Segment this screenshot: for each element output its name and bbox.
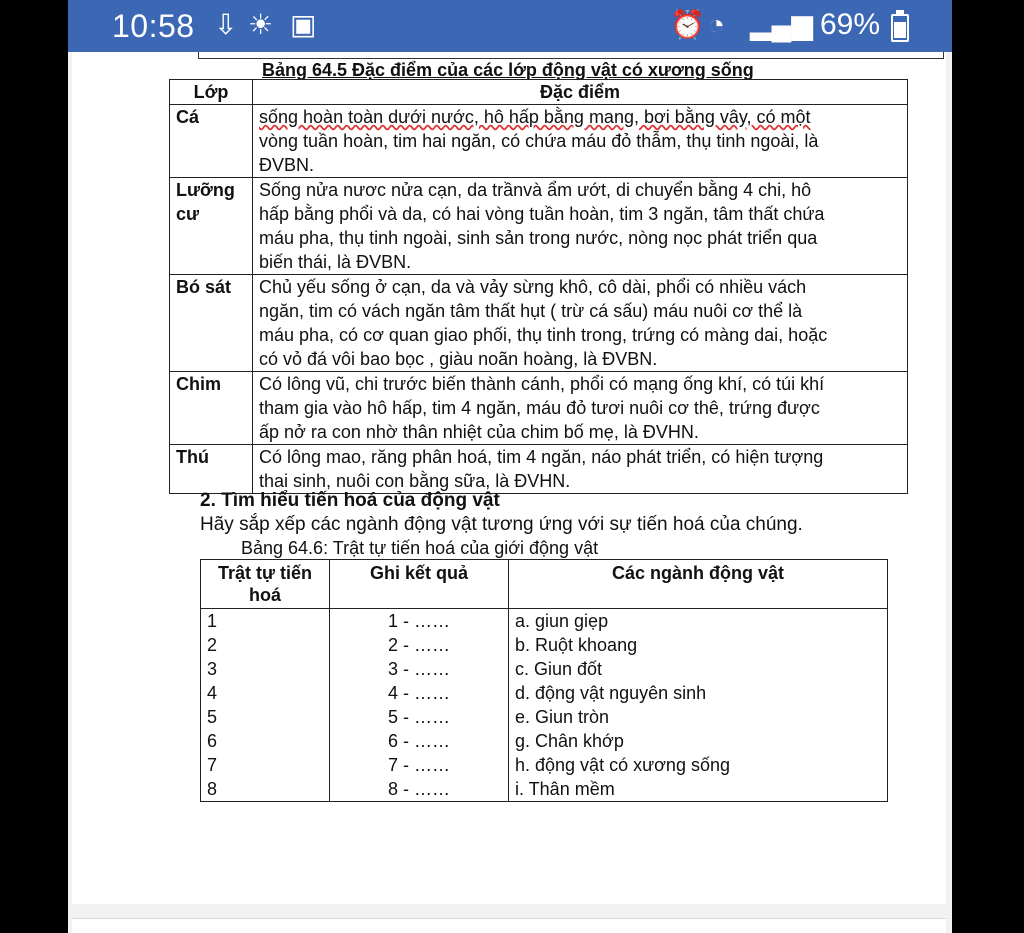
evolution-order-table [200, 559, 888, 802]
list-item: 2 [207, 635, 218, 655]
list-item: g. Chân khớp [515, 731, 624, 751]
table1-header-class: Lớp [170, 80, 253, 105]
phyla-column [509, 609, 888, 802]
list-item: h. động vật có xương sống [515, 755, 730, 775]
table2-header-result: Ghi kết quả [330, 560, 509, 609]
alarm-icon: ⏰ [670, 9, 705, 40]
list-item: 5 - …… [387, 707, 450, 727]
table-row [170, 445, 908, 494]
vertebrate-classes-table [169, 79, 908, 494]
list-item: 8 - …… [387, 779, 450, 799]
features-cell: Có lông vũ, chi trước biến thành cánh, phổi có mạng ống khí, có túi khí tham gia vào hô hấp, tim 4 ngăn, máu đỏ tươi nuôi cơ thê, trứng được ấp nở ra con nhờ thân nhiệt của chim bố mẹ, là ĐVHN. [253, 372, 908, 445]
battery-percent: 69% [820, 8, 881, 41]
features-cell: Có lông mao, răng phân hoá, tim 4 ngăn, náo phát triển, có hiện tượng thai sinh, nuôi con bằng sữa, là ĐVHN. [253, 445, 908, 494]
list-item: 6 - …… [387, 731, 450, 751]
order-column [201, 609, 330, 802]
list-item: 1 - …… [387, 611, 450, 631]
weather-icon: ☀ [248, 9, 274, 40]
list-item: 3 [207, 659, 218, 679]
class-cell: Cá [170, 105, 253, 178]
section2-instruction: Hãy sắp xếp các ngành động vật tương ứng với sự tiến hoá của chúng. [200, 514, 803, 535]
clock: 10:58 [112, 8, 195, 44]
wifi-icon: ◔ [708, 9, 725, 40]
list-item: 4 - …… [387, 683, 450, 703]
list-item: 8 [207, 779, 218, 799]
list-item: 5 [207, 707, 218, 727]
battery-icon [891, 14, 909, 42]
previous-table-edge [198, 52, 944, 59]
gallery-icon: ▣ [290, 9, 317, 40]
table1-header-features: Đặc điểm [253, 80, 908, 105]
list-item: a. giun giẹp [515, 611, 609, 631]
status-bar [68, 0, 952, 52]
phone-screen [68, 0, 952, 933]
list-item: 6 [207, 731, 218, 751]
list-item: e. Giun tròn [515, 707, 610, 727]
download-icon: ⇩ [214, 9, 238, 40]
list-item: 2 - …… [387, 635, 450, 655]
table-row [170, 372, 908, 445]
document-page[interactable] [72, 52, 946, 904]
class-cell: Bó sát [170, 275, 253, 372]
table2-header-order: Trật tự tiến hoá [201, 560, 330, 609]
class-cell: Lưỡng cư [170, 178, 253, 275]
list-item: 7 - …… [387, 755, 450, 775]
list-item: i. Thân mềm [515, 779, 615, 799]
features-cell: Chủ yếu sống ở cạn, da và vảy sừng khô, cô dài, phổi có nhiều vách ngăn, tim có vách ngăn tâm thất hụt ( trừ cá sấu) máu nuôi cơ thể là máu pha, có cơ quan giao phối, thụ tinh trong, trứng có màng dai, hoặc có vỏ đá vôi bao bọc , giàu noãn hoàng, là ĐVBN. [253, 275, 908, 372]
table-row [170, 275, 908, 372]
table2-title: Bảng 64.6: Trật tự tiến hoá của giới động vật [241, 538, 599, 558]
list-item: 3 - …… [387, 659, 450, 679]
table1-title: Bảng 64.5 Đặc điểm của các lớp động vật có xương sống [262, 60, 754, 80]
next-card[interactable] [72, 918, 946, 933]
table-row [170, 178, 908, 275]
table-row [170, 105, 908, 178]
features-cell: sống hoàn toàn dưới nước, hô hấp bằng mang, bơi bằng vây, có một vòng tuần hoàn, tim hai ngăn, có chứa máu đỏ thẫm, thụ tinh ngoài, là ĐVBN. [253, 105, 908, 178]
signal-icon: ▂▄▆ [750, 9, 813, 40]
class-cell: Thú [170, 445, 253, 494]
result-column [330, 609, 509, 802]
list-item: 4 [207, 683, 218, 703]
list-item: d. động vật nguyên sinh [515, 683, 707, 703]
features-cell: Sống nửa nươc nửa cạn, da trầnvà ẩm ướt, di chuyển bằng 4 chi, hô hấp bằng phổi và da, có hai vòng tuần hoàn, tim 3 ngăn, tâm thất chứa máu pha, thụ tinh ngoài, sinh sản trong nước, nòng nọc phát triển qua biến thái, là ĐVBN. [253, 178, 908, 275]
section2-heading: 2. Tìm hiểu tiến hoá của động vật [200, 490, 500, 511]
list-item: 1 [207, 611, 218, 631]
list-item: b. Ruột khoang [515, 635, 638, 655]
list-item: c. Giun đốt [515, 659, 603, 679]
list-item: 7 [207, 755, 218, 775]
table2-header-phyla: Các ngành động vật [509, 560, 888, 609]
class-cell: Chim [170, 372, 253, 445]
